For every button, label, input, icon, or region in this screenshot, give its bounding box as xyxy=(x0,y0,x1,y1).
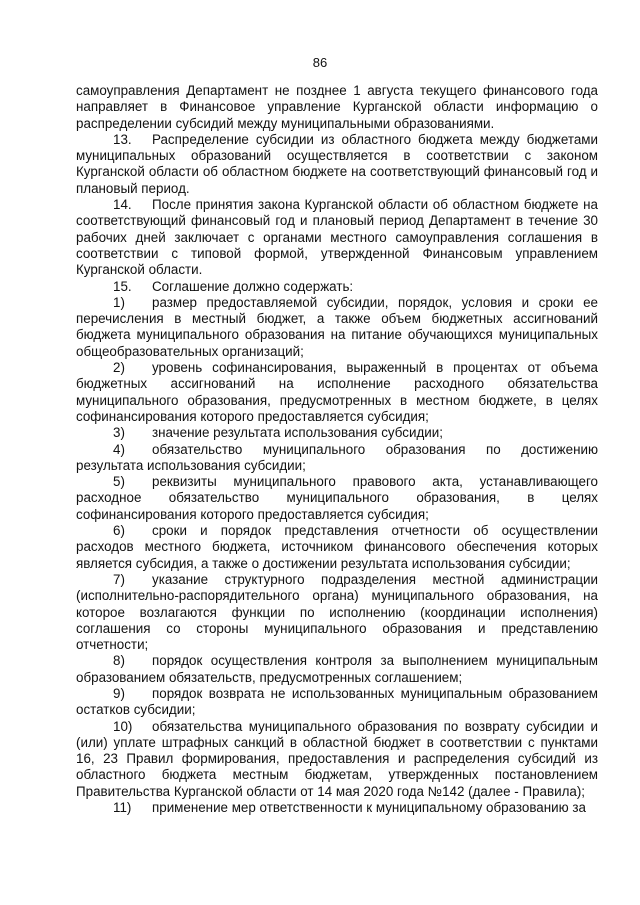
paragraph-15 xyxy=(76,279,598,295)
list-item-6 xyxy=(76,523,598,572)
list-item-text: реквизиты муниципального правового акта, устанавливающего расходное обязательство муниципального образования, в целях софинансирования которого предоставляется субсидия; xyxy=(76,474,598,522)
list-item-text: обязательство муниципального образования по достижению результата использования субсидии; xyxy=(76,441,598,473)
list-item-number: 2) xyxy=(113,360,125,376)
list-item-7 xyxy=(76,572,598,653)
paragraph-13 xyxy=(76,132,598,197)
list-item-text: указание структурного подразделения местной администрации (исполнительно-распорядительного органа) муниципального образования, на которое возлагаются функции по исполнению (координации исполнения) соглашения со стороны муниципального образования и представлению отчетности; xyxy=(76,571,598,653)
list-item-number: 1) xyxy=(113,294,125,310)
list-item-text: порядок возврата не использованных муниципальным образованием остатков субсидии; xyxy=(76,685,598,718)
list-item-number: 6) xyxy=(113,523,125,539)
list-item-number: 5) xyxy=(113,474,125,490)
list-item-5 xyxy=(76,474,598,523)
list-item-text: порядок осуществления контроля за выполнением муниципальным образованием обязательств, предусмотренных соглашением; xyxy=(76,653,598,685)
paragraph-number: 14. xyxy=(113,197,132,213)
list-item-text: значение результата использования субсидии; xyxy=(152,425,443,441)
paragraph-text: Распределение субсидии из областного бюджета между бюджетами муниципальных образований осуществляется в соответствии с законом Курганской области об областном бюджете на соответствующий финансовый год и плановый период. xyxy=(76,131,598,196)
list-item-number: 8) xyxy=(113,653,125,669)
document-body xyxy=(76,83,598,816)
list-item-number: 10) xyxy=(113,718,133,734)
paragraph-text: самоуправления Департамент не позднее 1 августа текущего финансового года направляет в Финансовое управление Курганской области информацию о распределении субсидий между муниципальными образованиями. xyxy=(76,83,598,131)
paragraph-text: Соглашение должно содержать: xyxy=(152,278,354,294)
list-item-text: обязательства муниципального образования по возврату субсидии и (или) уплате штрафных санкций в областной бюджет в соответствии с пунктами 16, 23 Правил формирования, предоставления и распределения субсидий из областного бюджета местным бюджетам, утвержденных постановлением Правительства Курганской области от 14 мая 2020 года №142 (далее - Правила); xyxy=(76,718,598,799)
list-item-3 xyxy=(76,425,598,441)
paragraph-text: После принятия закона Курганской области об областном бюджете на соответствующий финансовый год и плановый период Департамент в течение 30 рабочих дней заключает с органами местного самоуправления соглашения в соответствии с типовой формой, утвержденной Финансовым управлением Курганской области. xyxy=(76,197,598,278)
paragraph-number: 13. xyxy=(113,131,132,147)
list-item-text: размер предоставляемой субсидии, порядок, условия и сроки ее перечисления в местный бюджет, а также объем бюджетных ассигнований бюджета муниципального образования на питание обучающихся муниципальных общеобразовательных организаций; xyxy=(76,294,598,359)
page-number: 86 xyxy=(312,55,328,70)
list-item-8 xyxy=(76,653,598,686)
list-item-number: 3) xyxy=(113,425,125,441)
list-item-9 xyxy=(76,686,598,719)
list-item-1 xyxy=(76,295,598,360)
list-item-number: 7) xyxy=(113,571,125,587)
list-item-number: 9) xyxy=(113,685,125,701)
paragraph-continuation xyxy=(76,83,598,132)
list-item-11 xyxy=(76,800,598,816)
paragraph-14 xyxy=(76,197,598,278)
list-item-text: применение мер ответственности к муниципальному образованию за xyxy=(152,800,586,816)
list-item-number: 4) xyxy=(113,441,125,457)
paragraph-number: 15. xyxy=(113,278,132,294)
list-item-number: 11) xyxy=(113,800,132,816)
list-item-2 xyxy=(76,360,598,425)
list-item-4 xyxy=(76,442,598,475)
list-item-text: сроки и порядок представления отчетности об осуществлении расходов местного бюджета, источником финансового обеспечения которых является субсидия, а также о достижении результата использования субсидии; xyxy=(76,523,598,571)
list-item-10 xyxy=(76,719,598,800)
list-item-text: уровень софинансирования, выраженный в процентах от объема бюджетных ассигнований на исполнение расходного обязательства муниципального образования, предусмотренных в местном бюджете, в целях софинансирования которого предоставляется субсидия; xyxy=(76,360,598,424)
